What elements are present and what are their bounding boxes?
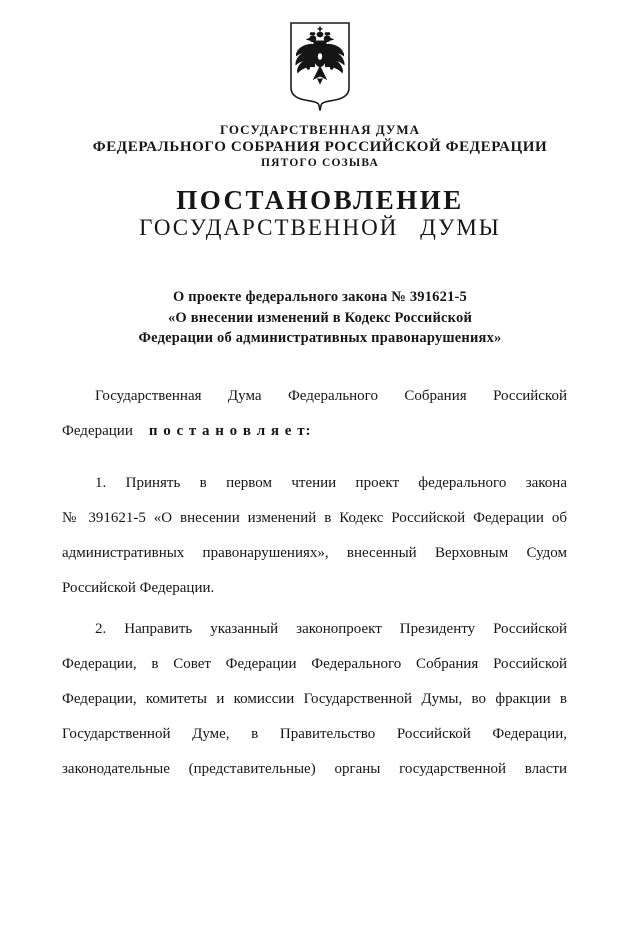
resolution-body [62, 379, 567, 787]
resolution-subject [0, 287, 640, 349]
intro-paragraph [62, 379, 567, 449]
document-title-block [0, 185, 640, 241]
resolution-item-1 [62, 466, 567, 606]
item-2-line: Федерации, в Совет Федерации Федерального Собрания Российской [62, 655, 567, 672]
convocation-label: ПЯТОГО СОЗЫВА [260, 157, 380, 169]
item-1-line: административных правонарушениях», внесенный Верховным Судом [62, 544, 567, 561]
document-page [0, 20, 640, 925]
resolution-item-2 [62, 612, 567, 787]
intro-line [62, 414, 567, 449]
intro-line: Государственная Дума Федерального Собрания Российской [95, 387, 567, 404]
item-2-line: законодательные (представительные) органы государственной власти [62, 760, 567, 777]
item-2-line: Федерации, комитеты и комиссии Государственной Думы, во фракции в [62, 690, 567, 707]
subject-line-2: «О внесении изменений в Кодекс Российской [167, 309, 473, 326]
decree-word: п о с т а н о в л я е т: [148, 422, 312, 439]
item-2-line: Государственной Думе, в Правительство Российской Федерации, [62, 725, 567, 742]
letterhead [0, 122, 640, 171]
item-2-line: 2. Направить указанный законопроект Президенту Российской [95, 620, 567, 637]
doc-issuer-title: ГОСУДАРСТВЕННОЙ ДУМЫ [139, 215, 501, 240]
doc-type-title: ПОСТАНОВЛЕНИЕ [176, 185, 464, 215]
org-name: ГОСУДАРСТВЕННАЯ ДУМА [219, 122, 421, 137]
item-1-line: № 391621-5 «О внесении изменений в Кодекс Российской Федерации об [62, 509, 567, 526]
subject-line-3: Федерации об административных правонарушениях» [138, 330, 502, 346]
intro-line-text: Федерации [62, 422, 133, 439]
subject-line-1: О проекте федерального закона № 391621-5 [172, 289, 468, 305]
item-1-line: Российской Федерации. [62, 579, 215, 596]
item-1-line: 1. Принять в первом чтении проект федерального закона [95, 474, 567, 491]
coat-of-arms-icon [288, 20, 352, 112]
org-parent-name: ФЕДЕРАЛЬНОГО СОБРАНИЯ РОССИЙСКОЙ ФЕДЕРАЦИИ [92, 139, 548, 155]
